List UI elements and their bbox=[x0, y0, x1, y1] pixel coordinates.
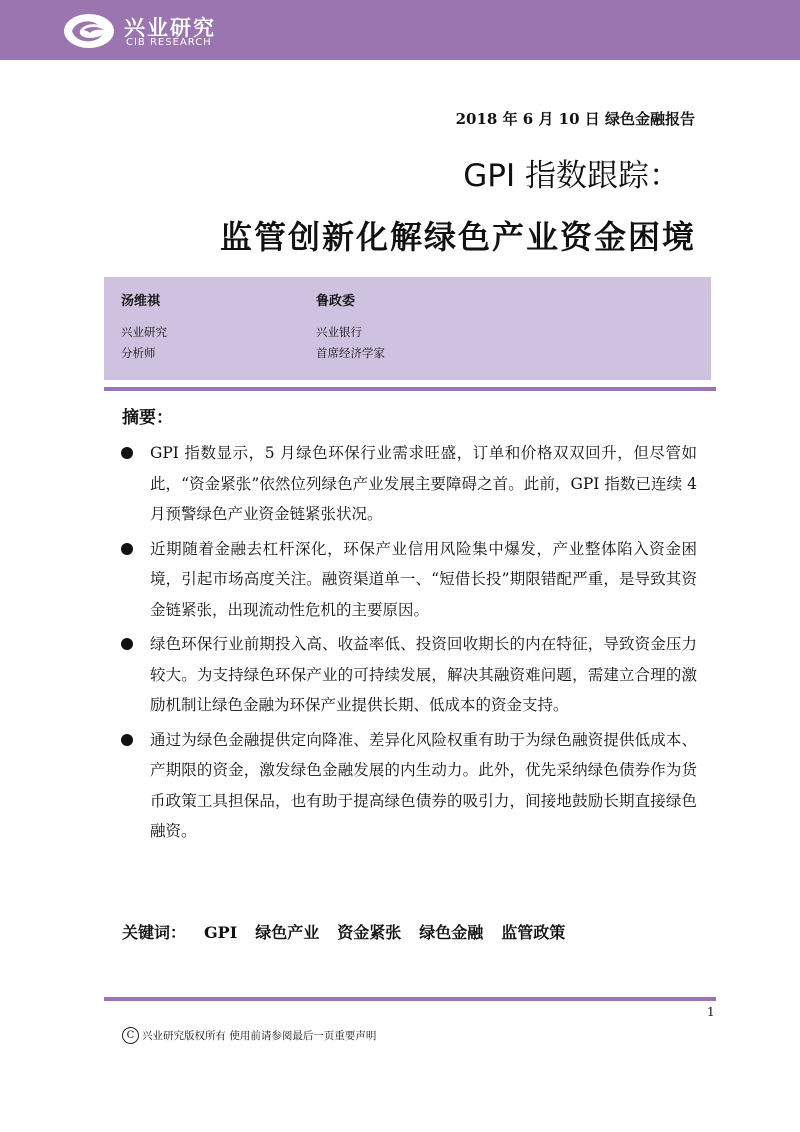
report-title-line2: 监管创新化解绿色产业资金困境 bbox=[219, 218, 696, 256]
author-role: 分析师 bbox=[121, 346, 156, 360]
author-card bbox=[121, 291, 167, 364]
section-divider bbox=[104, 387, 716, 391]
page-number: 1 bbox=[707, 1005, 715, 1019]
author-org: 兴业研究 bbox=[121, 325, 167, 339]
report-date-and-type: 2018 年 6 月 10 日 绿色金融报告 bbox=[455, 110, 695, 128]
author-org: 兴业银行 bbox=[316, 325, 362, 339]
abstract-bullet bbox=[115, 725, 697, 847]
bullet-dot-icon bbox=[121, 734, 133, 746]
copyright-text: 兴业研究版权所有 使用前请参阅最后一页重要声明 bbox=[142, 1030, 377, 1042]
copyright-notice bbox=[122, 1027, 376, 1044]
author-name: 鲁政委 bbox=[316, 294, 356, 309]
bullet-dot-icon bbox=[121, 447, 133, 459]
keyword: 绿色产业 bbox=[255, 923, 320, 942]
author-panel bbox=[104, 277, 711, 380]
brand-name-en: CIB RESEARCH bbox=[126, 37, 212, 48]
keywords-line bbox=[122, 920, 583, 943]
header-band bbox=[0, 0, 800, 60]
abstract-bullet-list bbox=[115, 438, 697, 851]
keyword: 资金紧张 bbox=[337, 923, 402, 942]
abstract-bullet-text: 绿色环保行业前期投入高、收益率低、投资回收期长的内在特征，导致资金压力较大。为支持绿色环保产业的可持续发展，解决其融资难问题，需建立合理的激励机制让绿色金融为环保产业提供长期、低成本的资金支持。 bbox=[150, 635, 697, 714]
author-card bbox=[316, 291, 385, 364]
keyword: 绿色金融 bbox=[419, 923, 484, 942]
abstract-bullet-text: 近期随着金融去杠杆深化，环保产业信用风险集中爆发，产业整体陷入资金困境，引起市场高度关注。融资渠道单一、“短借长投”期限错配严重，是导致其资金链紧张，出现流动性危机的主要原因。 bbox=[150, 539, 697, 619]
copyright-icon: C bbox=[122, 1027, 139, 1044]
keyword: GPI bbox=[204, 923, 238, 942]
abstract-bullet-text: 通过为绿色金融提供定向降准、差异化风险权重有助于为绿色融资提供低成本、产期限的资金，激发绿色金融发展的内生动力。此外，优先采纳绿色债券作为货币政策工具担保品，也有助于提高绿色债券的吸引力，间接地鼓励长期直接绿色融资。 bbox=[150, 730, 697, 840]
brand-name-cn: 兴业研究 bbox=[124, 16, 216, 40]
abstract-bullet bbox=[115, 534, 697, 626]
abstract-bullet bbox=[115, 438, 697, 530]
author-role: 首席经济学家 bbox=[316, 346, 385, 360]
abstract-bullet-text: GPI 指数显示，5 月绿色环保行业需求旺盛，订单和价格双双回升，但尽管如此，“资金紧张”依然位列绿色产业发展主要障碍之首。此前，GPI 指数已连续 4 月预警绿色产业资金链紧张状况。 bbox=[150, 444, 697, 523]
abstract-bullet bbox=[115, 629, 697, 721]
bullet-dot-icon bbox=[121, 638, 133, 650]
brand-logo bbox=[62, 10, 282, 52]
report-title-line1: GPI 指数跟踪： bbox=[463, 158, 680, 194]
abstract-heading: 摘要： bbox=[122, 408, 173, 428]
keyword: 监管政策 bbox=[501, 923, 566, 942]
keywords-label: 关键词： bbox=[122, 923, 187, 942]
cib-logo-icon bbox=[62, 11, 116, 51]
bullet-dot-icon bbox=[121, 543, 133, 555]
author-name: 汤维祺 bbox=[121, 294, 161, 309]
footer-divider bbox=[104, 997, 716, 1001]
